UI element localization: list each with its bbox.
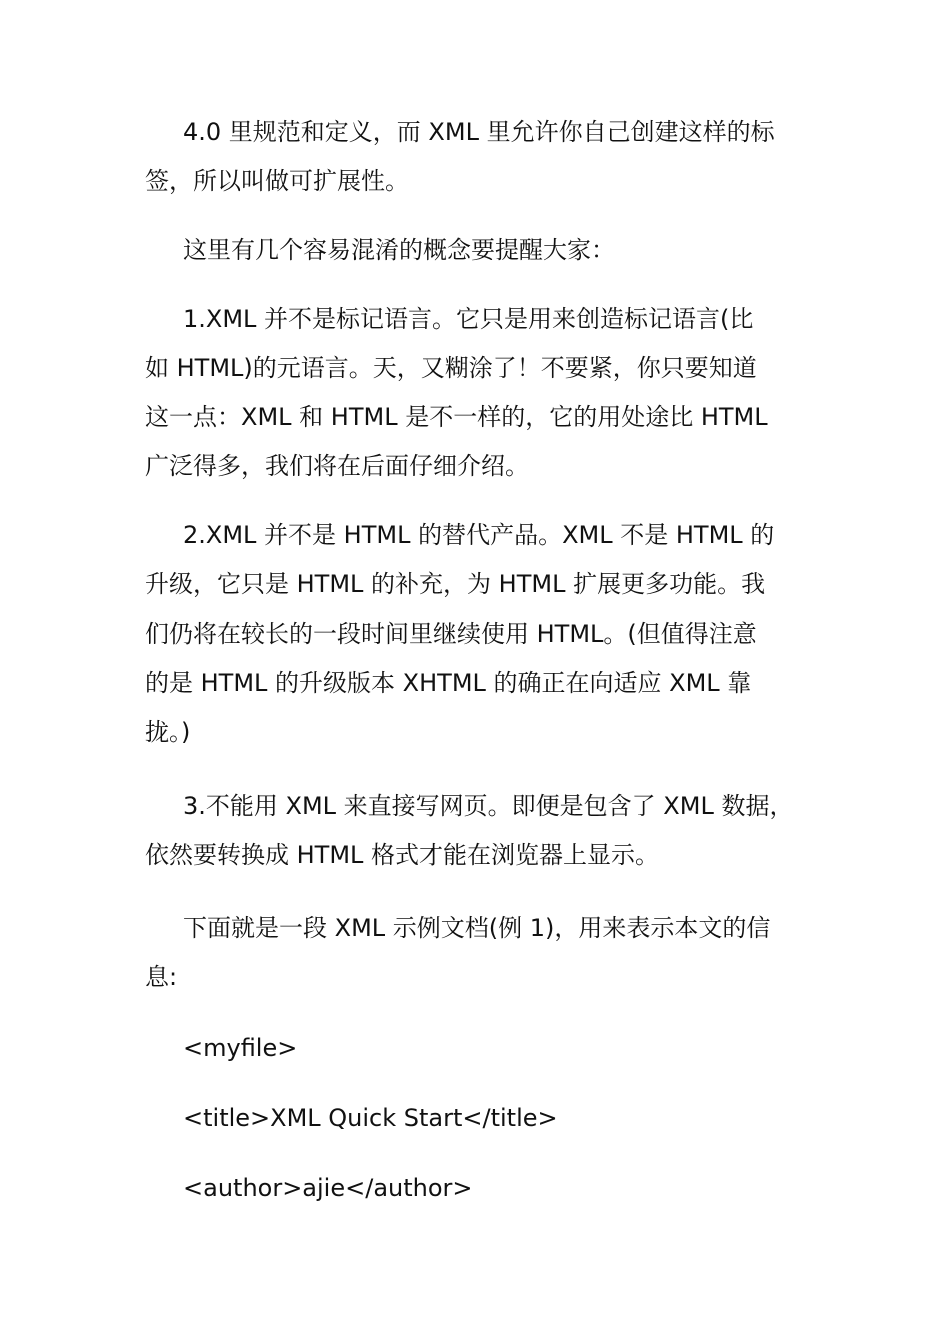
text-line: 如 HTML)的元语言。天，又糊涂了！不要紧，你只要知道 — [145, 354, 757, 382]
text-line: 这里有几个容易混淆的概念要提醒大家： — [183, 236, 615, 264]
text-line: 广泛得多，我们将在后面仔细介绍。 — [145, 452, 529, 480]
text-line: 这一点：XML 和 HTML 是不一样的，它的用处途比 HTML — [145, 403, 768, 431]
text-line: 4.0 里规范和定义，而 XML 里允许你自己创建这样的标 — [183, 118, 775, 146]
text-line: <title>XML Quick Start</title> — [183, 1104, 558, 1132]
text-line: 下面就是一段 XML 示例文档(例 1)，用来表示本文的信 — [183, 914, 771, 942]
text-line: 依然要转换成 HTML 格式才能在浏览器上显示。 — [145, 841, 660, 869]
text-line: 签，所以叫做可扩展性。 — [145, 167, 409, 195]
text-line: <author>ajie</author> — [183, 1174, 473, 1202]
text-line: <myfile> — [183, 1034, 298, 1062]
text-line: 1.XML 并不是标记语言。它只是用来创造标记语言(比 — [183, 305, 754, 333]
text-line: 拢。) — [145, 718, 191, 746]
text-line: 升级，它只是 HTML 的补充，为 HTML 扩展更多功能。我 — [145, 570, 766, 598]
text-line: 2.XML 并不是 HTML 的替代产品。XML 不是 HTML 的 — [183, 521, 775, 549]
text-line: 息: — [145, 963, 178, 991]
text-line: 的是 HTML 的升级版本 XHTML 的确正在向适应 XML 靠 — [145, 669, 752, 697]
text-line: 3.不能用 XML 来直接写网页。即便是包含了 XML 数据， — [183, 792, 794, 820]
text-line: 们仍将在较长的一段时间里继续使用 HTML。(但值得注意 — [145, 620, 757, 648]
